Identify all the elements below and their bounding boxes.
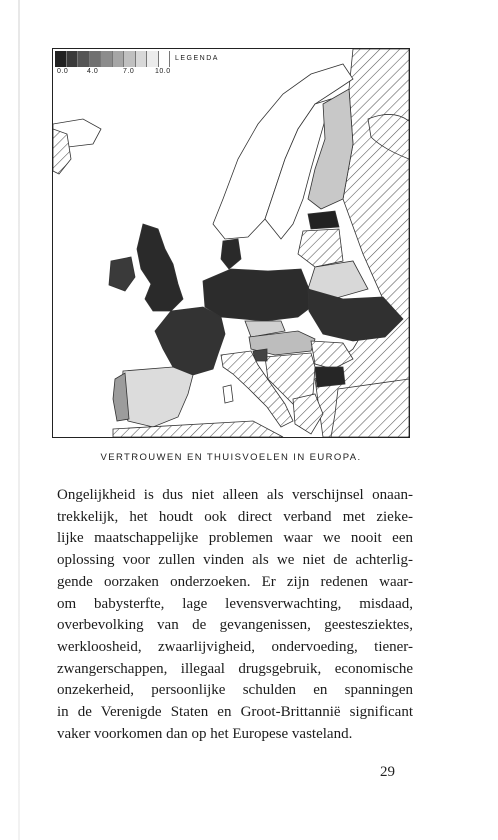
body-line: in de Verenigde Staten en Groot-Brittannië significant (57, 704, 413, 721)
europe-map (53, 49, 409, 437)
region-germany-poland (203, 269, 315, 321)
region-baltics (298, 229, 343, 267)
body-line: om babysterfte, lage levensverwachting, misdaad, (57, 595, 413, 612)
page-number: 29 (380, 764, 395, 780)
legend-title: LEGENDA (175, 55, 219, 62)
body-line: lijke maatschappelijke problemen waar we nooit een (57, 530, 413, 547)
legend-swatch (55, 51, 67, 67)
figure-caption: VERTROUWEN EN THUISVOELEN IN EUROPA. (100, 452, 362, 463)
legend-swatch (90, 51, 102, 67)
region-ireland (109, 257, 135, 291)
legend-swatch (124, 51, 136, 67)
legend-scale (55, 51, 255, 67)
body-line: zwangerschappen, illegaal drugsgebruik, economische (57, 660, 413, 677)
body-line: vaker voorkomen dan op het Europese vasteland. (57, 725, 353, 742)
legend-swatch (78, 51, 90, 67)
legend-swatch (101, 51, 113, 67)
body-line: werkloosheid, zwaarlijvigheid, ondervoeding, tiener- (57, 638, 413, 655)
legend-swatch (113, 51, 125, 67)
body-paragraph (57, 485, 413, 745)
body-line: onzekerheid, persoonlijke schulden en spanningen (57, 682, 413, 699)
europe-map-figure (52, 48, 410, 438)
region-uk (137, 224, 183, 311)
legend-tick-4: 4.0 (87, 68, 99, 75)
legend-swatch (136, 51, 148, 67)
page-edge (18, 0, 20, 840)
legend-tick-10: 10.0 (155, 68, 171, 75)
legend-swatch (159, 51, 171, 67)
region-denmark (221, 239, 241, 269)
region-bulgaria (315, 367, 345, 387)
body-line: trekkelijk, het houdt ook direct verband met zieke- (57, 508, 413, 525)
map-legend (55, 51, 255, 81)
body-line: oplossing voor zullen vinden als we niet de achterlig- (57, 552, 413, 569)
body-line: overbevolking van de gevangenissen, geestesziektes, (57, 617, 413, 634)
body-line: Ongelijkheid is dus niet alleen als verschijnsel onaan- (57, 487, 413, 503)
legend-tick-0: 0.0 (57, 68, 69, 75)
legend-ticks (55, 67, 255, 77)
body-line: gende oorzaken onderzoeken. Er zijn redenen waar- (57, 573, 413, 590)
legend-tick-7: 7.0 (123, 68, 135, 75)
legend-swatch (147, 51, 159, 67)
region-estonia (308, 211, 339, 229)
region-france (155, 307, 225, 375)
legend-swatch (67, 51, 79, 67)
region-sardinia (223, 385, 233, 403)
region-spain (121, 367, 193, 427)
